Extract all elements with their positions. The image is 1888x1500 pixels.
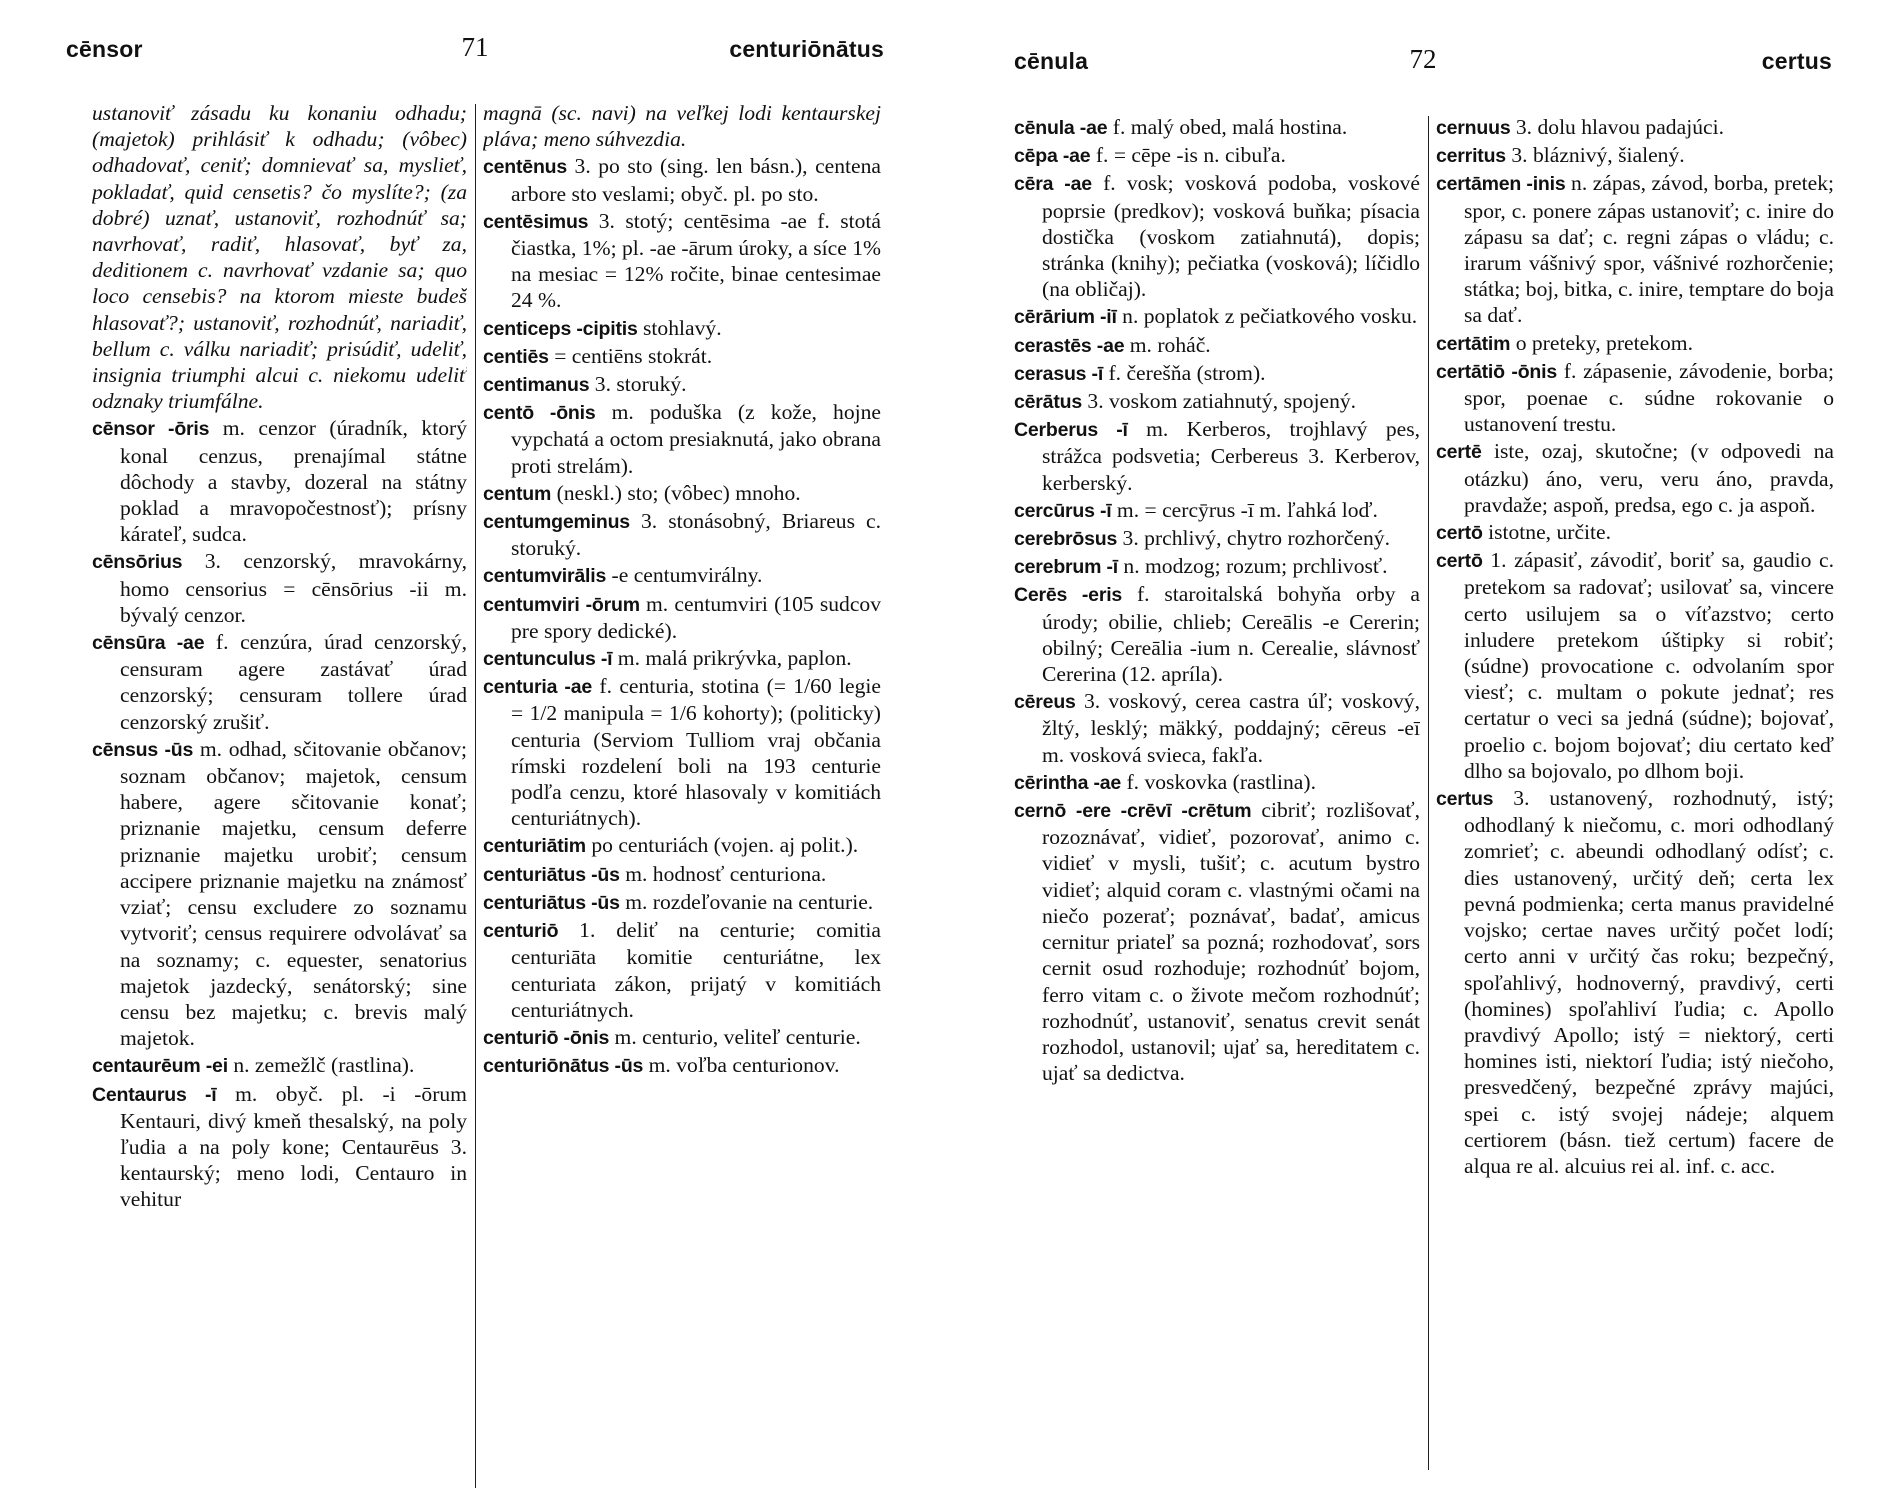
entry-headword: certātiō -ōnis: [1436, 360, 1557, 383]
dictionary-entry: [1014, 360, 1420, 387]
entry-definition: m. roháč.: [1129, 332, 1211, 357]
entry-definition: o preteky, pretekom.: [1515, 330, 1693, 355]
dictionary-entry: [483, 480, 881, 507]
dictionary-entry: [1436, 330, 1834, 357]
entry-definition: istotne, určite.: [1488, 520, 1612, 545]
entry-headword: centiceps -cipitis: [483, 317, 638, 340]
entry-headword: cēnsūra -ae: [92, 632, 205, 655]
entry-definition: f. staroitalská bohyňa orby a úrody; obilie, chlieb; Cereālis -e Cererin; obilný; Cereālia -ium n. Cerealie, slávnosť Cererina (12. apríla).: [1042, 582, 1420, 687]
dictionary-entry: [1014, 688, 1420, 768]
entry-headword: cērārium -iī: [1014, 306, 1117, 329]
entry-definition: stohlavý.: [643, 315, 722, 340]
dictionary-entry: [92, 629, 467, 735]
right-page: [944, 0, 1888, 1500]
dictionary-entry: [1014, 497, 1420, 524]
entry-definition: m. cenzor (úradník, ktorý konal cenzus, prenajímal státne dôchody a stavby, dozeral na státny poklad a mravopočestnosť); prísny kárateľ, sudca.: [120, 416, 467, 547]
entry-definition: f. zápasenie, závodenie, borba; spor, poenae c. súdne rokovanie o ustanovení trestu.: [1464, 358, 1834, 437]
entry-definition: iste, ozaj, skutočne; (v odpovedi na otázku) áno, veru, veru áno, pravda, pravdaže; aspoň, predsa, ego c. ja aspoň.: [1464, 439, 1834, 517]
dictionary-entry: [1436, 519, 1834, 546]
entry-headword: cerebrōsus: [1014, 528, 1118, 551]
entry-definition: m. Kerberos, trojhlavý pes, strážca podsvetia; Cerbereus 3. Kerberov, kerberský.: [1042, 417, 1420, 495]
dictionary-entry: [483, 832, 881, 859]
dictionary-entry: [1436, 142, 1834, 169]
dictionary-entry: [1436, 438, 1834, 518]
entry-headword: certāmen -inis: [1436, 173, 1566, 196]
entry-definition: n. poplatok z pečiatkového vosku.: [1122, 304, 1418, 329]
entry-definition: 3. voskový, cerea castra úľ; voskový, žltý, lesklý; mäkký, poddajný; cēreus -eī m. vosková svieca, fakľa.: [1042, 689, 1420, 767]
left-page-column-divider: [475, 104, 476, 1488]
entry-definition: f. centuria, stotina (= 1/60 legie = 1/2 manipula = 1/6 kohorty); (politicky) centuria (Serviom Tulliom vraj občania rímski rozdelení boli na 193 centurie podľa cenzu, ktoré hlasovaly v komitiách centuriátnych).: [511, 674, 881, 831]
dictionary-entry: [1436, 785, 1834, 1179]
left-header-guideword-last: centuriōnātus: [729, 36, 884, 62]
dictionary-entry: [483, 208, 881, 314]
entry-definition: 3. dolu hlavou padajúci.: [1515, 115, 1724, 139]
entry-headword: cēreus: [1014, 691, 1076, 714]
entry-definition: m. = cercȳrus -ī m. ľahká loď.: [1116, 497, 1378, 522]
dictionary-entry: [1014, 388, 1420, 415]
entry-definition: 3. po sto (sing. len básn.), centena arbore sto veslami; obyč. pl. po sto.: [511, 154, 881, 206]
dictionary-entry: [483, 399, 881, 479]
dictionary-entry: [483, 591, 881, 644]
dictionary-entry: [483, 917, 881, 1023]
left-page-column-2: [483, 100, 881, 1080]
entry-headword: certātim: [1436, 332, 1511, 355]
dictionary-entry: [483, 153, 881, 206]
dictionary-entry: [483, 1024, 881, 1051]
entry-headword: centum: [483, 482, 552, 505]
entry-definition: f. malý obed, malá hostina.: [1112, 115, 1348, 139]
dictionary-entry: [483, 371, 881, 398]
entry-headword: cēnula -ae: [1014, 117, 1108, 139]
dictionary-entry: [92, 1081, 467, 1213]
entry-headword: centuriātus -ūs: [483, 863, 620, 886]
dictionary-entry: [1014, 525, 1420, 552]
entry-definition: 3. ustanovený, rozhodnutý, istý; odhodlaný k niečomu, c. mori odhodlaný zomrieť; c. abeundi odhodlaný odísť; c. dies ustanovený, určitý deň; certa lex pevná podmienka; certa manus pravidelné vojsko; certae naves určitý počet lodí; certo anni v určitý čas roku; bezpečný, spoľahlivý, hodnoverný, pravdivý, certi (homines) spoľahliví ľudia; c. Apollo pravdivý Apollo; istý = niektorý, certi homines isti, niektorí ľudia; istý niečoho, presvedčený, bezpečné zprávy majúci, spei c. istý svojej nádeje; alquem certiorem (básn. tiež certum) facere de alqua re al. alcuius rei al. inf. c. acc.: [1464, 786, 1834, 1178]
entry-definition: 3. voskom zatiahnutý, spojený.: [1087, 389, 1357, 414]
entry-headword: centuriātus -ūs: [483, 891, 620, 914]
entry-headword: certō: [1436, 522, 1483, 545]
entry-definition: f. = cēpe -is n. cibuľa.: [1095, 143, 1286, 168]
entry-definition: = centiēns stokrát.: [554, 343, 713, 368]
entry-headword: cernō -ere -crēvī -crētum: [1014, 800, 1252, 823]
left-page-number: 71: [461, 32, 489, 62]
entry-headword: certō: [1436, 550, 1483, 573]
dictionary-entry: [1014, 797, 1420, 1086]
dictionary-entry: [1014, 553, 1420, 580]
entry-definition: m. centumviri (105 sudcov pre spory dedické).: [511, 591, 881, 643]
entry-headword: centimanus: [483, 374, 590, 397]
entry-definition: n. zápas, závod, borba, pretek; spor, c. ponere zápas ustanoviť; c. inire do zápasu sa dať; c. regni zápas o vládu; c. irarum vášnivý spor, vášnivé rozhorčenie; státka; boj, bitka, c. inire, temptare do boja sa dať.: [1464, 171, 1834, 328]
entry-headword: cercūrus -ī: [1014, 499, 1112, 522]
entry-headword: centiēs: [483, 345, 549, 368]
dictionary-entry: [1436, 114, 1834, 141]
dictionary-entry: [1014, 303, 1420, 330]
dictionary-entry: [1436, 170, 1834, 328]
entry-headword: centēsimus: [483, 210, 589, 233]
left-page-header: [66, 32, 884, 72]
entry-headword: cernuus: [1436, 117, 1511, 139]
dictionary-entry: [483, 315, 881, 342]
dictionary-entry: [1014, 332, 1420, 359]
dictionary-entry: [1014, 170, 1420, 302]
entry-headword: Cerberus -ī: [1014, 419, 1128, 442]
entry-definition: m. hodnosť centuriona.: [625, 861, 827, 886]
entry-headword: centēnus: [483, 156, 568, 179]
entry-headword: cēnsōrius: [92, 551, 183, 574]
entry-headword: cerritus: [1436, 145, 1506, 168]
entry-definition: f. voskovka (rastlina).: [1126, 769, 1316, 794]
entry-definition: f. cenzúra, úrad cenzorský, censuram agere zastávať úrad cenzorský; censuram tollere úrad cenzorský zrušiť.: [120, 630, 467, 734]
entry-definition: n. modzog; rozum; prchlivosť.: [1123, 554, 1388, 579]
entry-headword: cerastēs -ae: [1014, 334, 1125, 357]
right-header-guideword-first: cēnula: [1014, 48, 1089, 74]
entry-headword: cerebrum -ī: [1014, 556, 1119, 579]
left-page-column-1: [92, 100, 467, 1214]
right-page-column-1: [1014, 114, 1420, 1087]
entry-definition: ustanoviť zásadu ku konaniu odhadu; (majetok) prihlásiť k odhadu; (vôbec) odhadovať, ceniť; domnievať sa, myslieť, pokladať, quid censetis? čo myslíte?; (za dobré) uznať, ustanoviť, rozhodnúť sa; navrhovať, radiť, hlasovať, byť za, deditionem c. navrhovať vzdanie sa; quo loco censebis? na ktorom mieste budeš hlasovať?; ustanoviť, rozhodnúť, nariadiť, bellum c. válku nariadiť; prisúdiť, udeliť, insignia triumphi alcui c. niekomu udeliť odznaky triumfálne.: [92, 101, 467, 414]
entry-continuation: [92, 100, 467, 414]
entry-headword: centuriō: [483, 920, 559, 943]
dictionary-entry: [483, 673, 881, 831]
dictionary-entry: [92, 1052, 467, 1079]
entry-headword: centuriō -ōnis: [483, 1026, 610, 1049]
entry-headword: centumgeminus: [483, 511, 630, 534]
entry-definition: m. voľba centurionov.: [648, 1053, 840, 1078]
dictionary-entry: [1014, 142, 1420, 169]
left-header-guideword-first: cēnsor: [66, 36, 143, 62]
entry-headword: Cerēs -eris: [1014, 584, 1123, 607]
entry-definition: 3. cenzorský, mravokárny, homo censorius = cēnsōrius -ii m. bývalý cenzor.: [120, 549, 467, 627]
right-page-column-2: [1436, 114, 1834, 1180]
entry-headword: centunculus -ī: [483, 648, 613, 671]
entry-headword: cerasus -ī: [1014, 362, 1104, 385]
entry-definition: 1. zápasiť, závodiť, boriť sa, gaudio c. pretekom sa radovať; usilovať sa, vincere certo usilujem sa o víťazstvo; certo inludere pretekom úštipky si robiť; (súdne) provocatione c. odvolaním spor viesť; c. multam o pokute jednať; res certatur o veci sa jedná (súdne); bojovať, proelio c. bojom bojovať; diu certato keď dlho sa bojovalo, po dlhom boji.: [1464, 548, 1834, 783]
right-page-number: 72: [1409, 44, 1437, 74]
entry-headword: cēpa -ae: [1014, 145, 1091, 168]
right-header-guideword-last: certus: [1761, 48, 1832, 74]
entry-definition: m. poduška (z kože, hojne vypchatá a octom presiaknutá, jako obrana proti strelám).: [511, 400, 881, 478]
entry-headword: centō -ōnis: [483, 402, 596, 425]
entry-definition: f. vosk; vosková podoba, voskové poprsie (predkov); vosková buňka; písacia dostička (voskom zatiahnutá), dopis; stránka (knihy); pečiatka (vosková); líčidlo (na obličaj).: [1042, 171, 1420, 302]
dictionary-entry: [483, 562, 881, 589]
entry-definition: 3. prchlivý, chytro rozhorčený.: [1122, 526, 1390, 551]
entry-definition: f. čerešňa (strom).: [1108, 360, 1266, 385]
dictionary-entry: [92, 415, 467, 547]
entry-headword: cēnsus -ūs: [92, 738, 194, 761]
dictionary-entry: [1014, 114, 1420, 141]
entry-definition: (neskl.) sto; (vôbec) mnoho.: [556, 480, 801, 505]
entry-definition: 3. stotý; centēsima -ae f. stotá čiastka, 1%; pl. -ae -ārum úroky, a síce 1% na mesiac = 12% ročite, binae centesimae 24 %.: [511, 208, 881, 313]
entry-headword: centumvirālis: [483, 565, 607, 588]
entry-definition: 3. stonásobný, Briareus c. storuký.: [511, 509, 881, 561]
entry-definition: 1. deliť na centurie; comitia centuriāta komitie centuriátne, lex centuriata zákon, prijatý v komitiách centuriátnych.: [511, 918, 881, 1022]
dictionary-entry: [1014, 416, 1420, 496]
dictionary-entry: [483, 645, 881, 672]
dictionary-entry: [1014, 581, 1420, 687]
dictionary-entry: [483, 1052, 881, 1079]
entry-headword: centuria -ae: [483, 676, 593, 699]
entry-definition: po centuriách (vojen. aj polit.).: [591, 833, 859, 858]
right-page-header: [1014, 44, 1832, 84]
entry-definition: m. obyč. pl. -i -ōrum Kentauri, divý kmeň thesalský, na poly ľudia a na poly kone; Centaurēus 3. kentaurský; meno lodi, Centauro in vehitur: [120, 1081, 467, 1212]
dictionary-entry: [92, 548, 467, 628]
entry-headword: centuriātim: [483, 835, 586, 858]
entry-definition: m. centurio, veliteľ centurie.: [614, 1024, 861, 1049]
entry-headword: Centaurus -ī: [92, 1083, 217, 1106]
entry-definition: cibriť; rozlišovať, rozoznávať, vidieť, pozorovať, animo c. vidieť v mysli, tušiť; c. acutum bystro vidieť; alquid coram c. vlastnými očami na niečo pozerať; poznávať, badať, amicus cernitur priateľ sa pozná; rozhodovať, sors cernit osud rozhoduje; rozhodnúť bojom, ferro vitam c. o živote mečom rozhodnúť; rozhodnúť, ustanoviť, senatus crevit senát rozhodol, ustanovil; ujať sa, hereditatem c. ujať sa dedictva.: [1042, 798, 1420, 1086]
entry-headword: centuriōnātus -ūs: [483, 1055, 644, 1078]
entry-headword: cēnsor -ōris: [92, 418, 210, 441]
right-page-column-divider: [1428, 116, 1429, 1470]
dictionary-entry: [1436, 547, 1834, 784]
entry-headword: cērintha -ae: [1014, 771, 1122, 794]
entry-definition: -e centumvirálny.: [611, 563, 763, 588]
entry-definition: m. malá prikrývka, paplon.: [617, 646, 852, 671]
entry-headword: certē: [1436, 441, 1482, 464]
dictionary-entry: [1436, 358, 1834, 438]
entry-headword: cērātus: [1014, 391, 1082, 414]
entry-headword: cēra -ae: [1014, 173, 1092, 196]
entry-definition: 3. storuký.: [594, 372, 687, 397]
entry-headword: certus: [1436, 788, 1494, 811]
dictionary-entry: [483, 861, 881, 888]
entry-headword: centaurēum -ei: [92, 1055, 228, 1078]
dictionary-entry: [1014, 769, 1420, 796]
entry-definition: m. rozdeľovanie na centurie.: [625, 889, 874, 914]
entry-headword: centumviri -ōrum: [483, 593, 640, 616]
dictionary-entry: [483, 889, 881, 916]
entry-definition: magnā (sc. navi) na veľkej lodi kentaurskej pláva; meno súhvezdia.: [483, 101, 881, 152]
dictionary-entry: [483, 343, 881, 370]
entry-definition: n. zemežlč (rastlina).: [233, 1053, 415, 1078]
entry-definition: m. odhad, sčitovanie občanov; soznam občanov; majetok, censum habere, agere sčitovanie konať; priznanie majetku, censum deferre priznanie majetku urobiť; censum accipere priznanie majetku na známosť vziať; censu excludere zo soznamu vytvoriť; census requirere odvolávať sa na soznamy; c. equester, senatorius majetok jazdecký, senátorský; sine censu bez majetku; c. brevis malý majetok.: [120, 736, 467, 1051]
dictionary-entry: [483, 508, 881, 561]
entry-continuation: [483, 100, 881, 152]
dictionary-entry: [92, 736, 467, 1051]
entry-definition: 3. bláznivý, šialený.: [1511, 143, 1685, 168]
